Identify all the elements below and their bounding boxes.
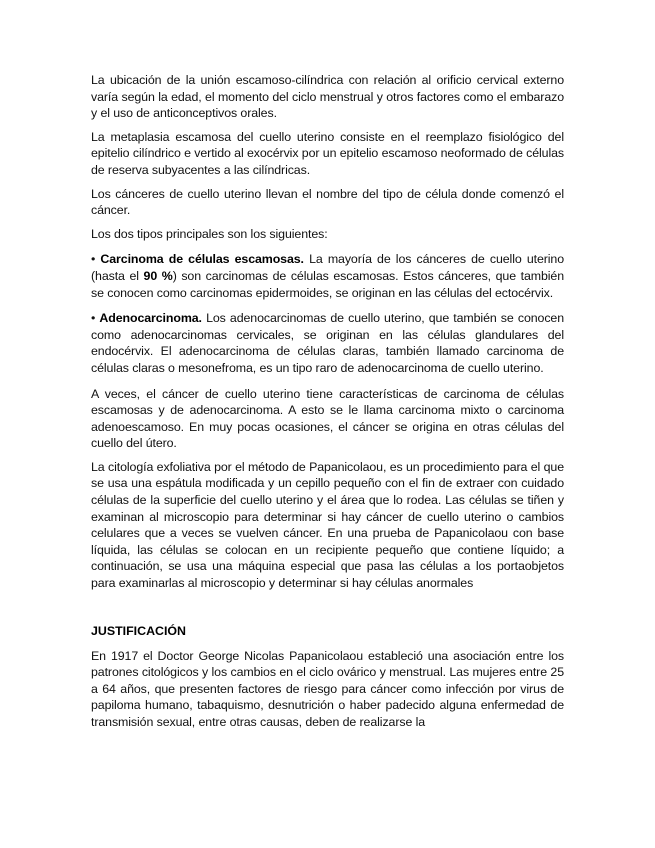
paragraph-scj-location: La ubicación de la unión escamoso-cilíndrica con relación al orificio cervical externo varía según la edad, el momento del ciclo menstrual y otros factores como el embarazo y el uso de anticonceptivos orales. <box>91 73 564 121</box>
bullet-marker: • <box>91 311 96 326</box>
paragraph-mixed-carcinoma: A veces, el cáncer de cuello uterino tiene características de carcinoma de células escamosas y de adenocarcinoma. A esto se le llama carcinoma mixto o carcinoma adenoescamoso. En muy pocas ocasiones, el cáncer se origina en otras células del cuello del útero. <box>91 386 564 451</box>
bullet-term: Adenocarcinoma. <box>99 311 202 326</box>
bullet-squamous-carcinoma <box>91 251 564 301</box>
bullet-marker: • <box>91 252 96 267</box>
paragraph-papanicolaou-method: La citología exfoliativa por el método de Papanicolaou, es un procedimiento para el que se usa una espátula modificada y un cepillo pequeño con el fin de extraer con cuidado células de la superficie del cuello uterino y el área que lo rodea. Las células se tiñen y examinan al microscopio para determinar si hay cáncer de cuello uterino o cambios celulares que a veces se vuelven cáncer. En una prueba de Papanicolaou con base líquida, las células se colocan en un recipiente pequeño que contiene líquido; a continuación, se usa una máquina especial que pasa las células a los portaobjetos para examinarlas al microscopio y determinar si hay células anormales <box>91 459 564 591</box>
bullet-text: ) son carcinomas de células escamosas. Estos cánceres, que también se conocen como carcinomas epidermoides, se originan en las células del ectocérvix. <box>91 268 565 300</box>
bullet-text: Los adenocarcinomas de cuello uterino, que también se conocen como adenocarcinomas cervicales, se originan en las células glandulares del endocérvix. El adenocarcinoma de células claras, también llamado carcinoma de células claras o mesonefroma, es un tipo raro de adenocarcinoma de cuello uterino. <box>91 311 564 375</box>
bullet-text: La mayoría de los cánceres de cuello uterino (hasta el <box>91 252 565 283</box>
bullet-adenocarcinoma <box>91 310 564 376</box>
paragraph-metaplasia: La metaplasia escamosa del cuello uterino consiste en el reemplazo fisiológico del epitelio cilíndrico e vertido al exocérvix por un epitelio escamoso neoformado de células de reserva subyacentes a las cilíndricas. <box>91 129 564 177</box>
paragraph-justificacion: En 1917 el Doctor George Nicolas Papanicolaou estableció una asociación entre los patrones citológicos y los cambios en el ciclo ovárico y menstrual. Las mujeres entre 25 a 64 años, que presenten factores de riesgo para cáncer como infección por virus de papiloma humano, tabaquismo, desnutrición o haber padecido alguna enfermedad de transmisión sexual, entre otras causas, deben de realizarse la <box>91 648 564 729</box>
section-heading-justificacion: JUSTIFICACIÓN <box>91 623 186 638</box>
paragraph-cancer-naming: Los cánceres de cuello uterino llevan el nombre del tipo de célula donde comenzó el cáncer. <box>91 186 564 218</box>
paragraph-types-intro: Los dos tipos principales son los siguientes: <box>91 226 328 241</box>
bullet-percentage: 90 % <box>143 268 173 283</box>
bullet-term: Carcinoma de células escamosas. <box>100 252 304 267</box>
